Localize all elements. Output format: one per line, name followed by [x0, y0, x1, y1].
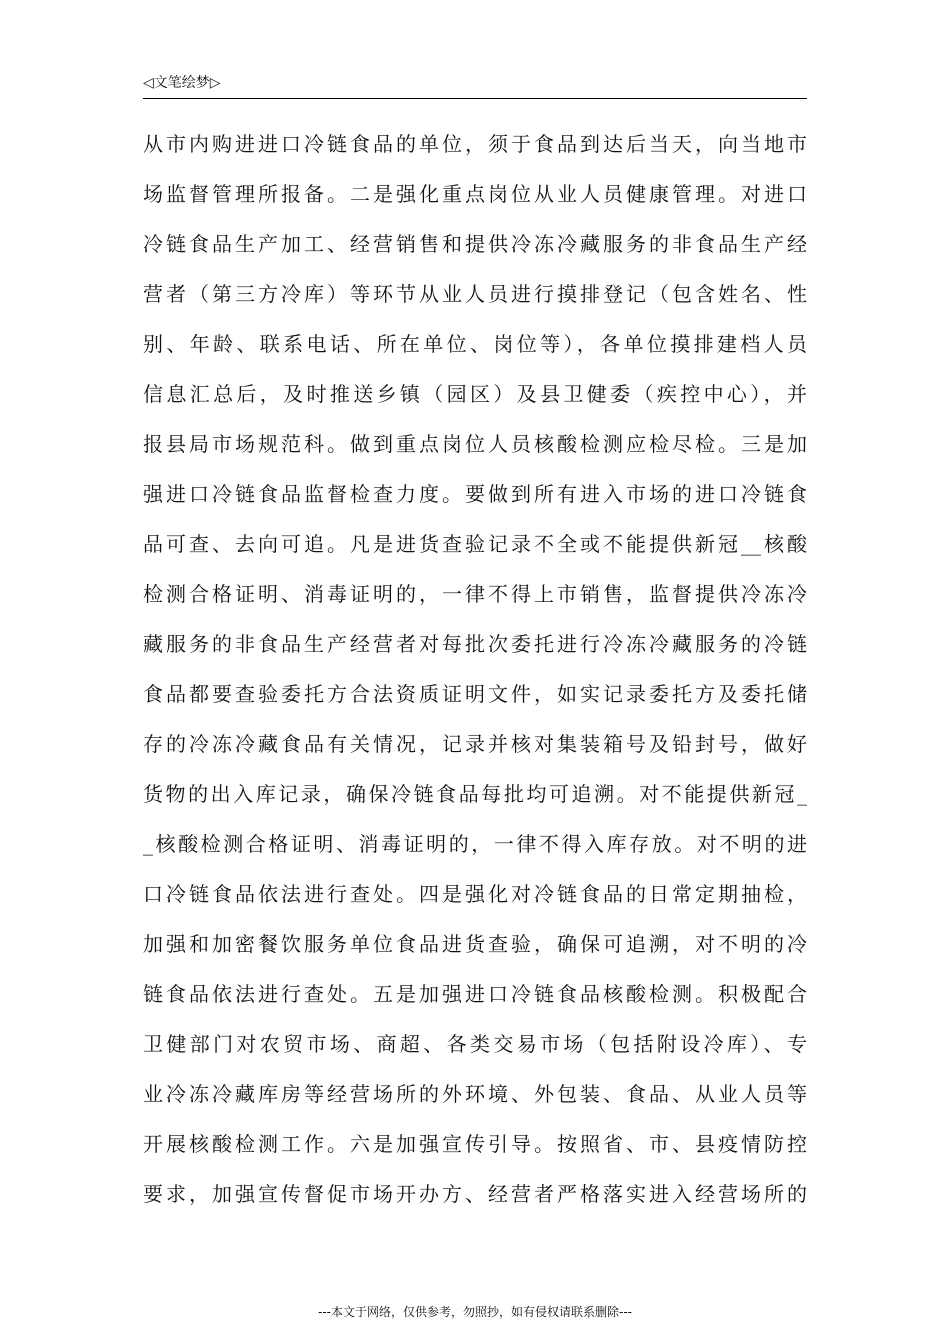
text-line: 信息汇总后，及时推送乡镇（园区）及县卫健委（疾控中心），并	[143, 382, 807, 406]
text-line: 强进口冷链食品监督检查力度。要做到所有进入市场的进口冷链食	[143, 482, 807, 506]
text-line: 要求，加强宣传督促市场开办方、经营者严格落实进入经营场所的	[143, 1182, 807, 1206]
text-line: 业冷冻冷藏库房等经营场所的外环境、外包装、食品、从业人员等	[143, 1082, 807, 1106]
text-line: 品可查、去向可追。凡是进货查验记录不全或不能提供新冠__核酸	[143, 532, 807, 556]
text-line: 货物的出入库记录，确保冷链食品每批均可追溯。对不能提供新冠_	[143, 782, 807, 806]
text-line: 藏服务的非食品生产经营者对每批次委托进行冷冻冷藏服务的冷链	[143, 632, 807, 656]
document-body	[143, 119, 807, 1219]
text-line: 开展核酸检测工作。六是加强宣传引导。按照省、市、县疫情防控	[143, 1132, 807, 1156]
text-line: 检测合格证明、消毒证明的，一律不得上市销售，监督提供冷冻冷	[143, 582, 807, 606]
text-line: 存的冷冻冷藏食品有关情况，记录并核对集装箱号及铅封号，做好	[143, 732, 807, 756]
text-line: 别、年龄、联系电话、所在单位、岗位等），各单位摸排建档人员	[143, 332, 807, 356]
header-title: ◁文笔绘梦▷	[143, 75, 221, 91]
text-line: 卫健部门对农贸市场、商超、各类交易市场（包括附设冷库）、专	[143, 1032, 807, 1056]
text-line: 场监督管理所报备。二是强化重点岗位从业人员健康管理。对进口	[143, 182, 807, 206]
text-line: 冷链食品生产加工、经营销售和提供冷冻冷藏服务的非食品生产经	[143, 232, 807, 256]
page-header	[143, 74, 807, 99]
text-line: 口冷链食品依法进行查处。四是强化对冷链食品的日常定期抽检，	[143, 882, 807, 906]
text-line: 加强和加密餐饮服务单位食品进货查验，确保可追溯，对不明的冷	[143, 932, 807, 956]
page-footer: ---本文于网络，仅供参考，勿照抄，如有侵权请联系删除---	[318, 1305, 632, 1319]
text-line: 链食品依法进行查处。五是加强进口冷链食品核酸检测。积极配合	[143, 982, 807, 1006]
text-line: 从市内购进进口冷链食品的单位，须于食品到达后当天，向当地市	[143, 132, 807, 156]
text-line: 报县局市场规范科。做到重点岗位人员核酸检测应检尽检。三是加	[143, 432, 807, 456]
text-line: 食品都要查验委托方合法资质证明文件，如实记录委托方及委托储	[143, 682, 807, 706]
text-line: _核酸检测合格证明、消毒证明的，一律不得入库存放。对不明的进	[143, 832, 807, 856]
text-line: 营者（第三方冷库）等环节从业人员进行摸排登记（包含姓名、性	[143, 282, 807, 306]
